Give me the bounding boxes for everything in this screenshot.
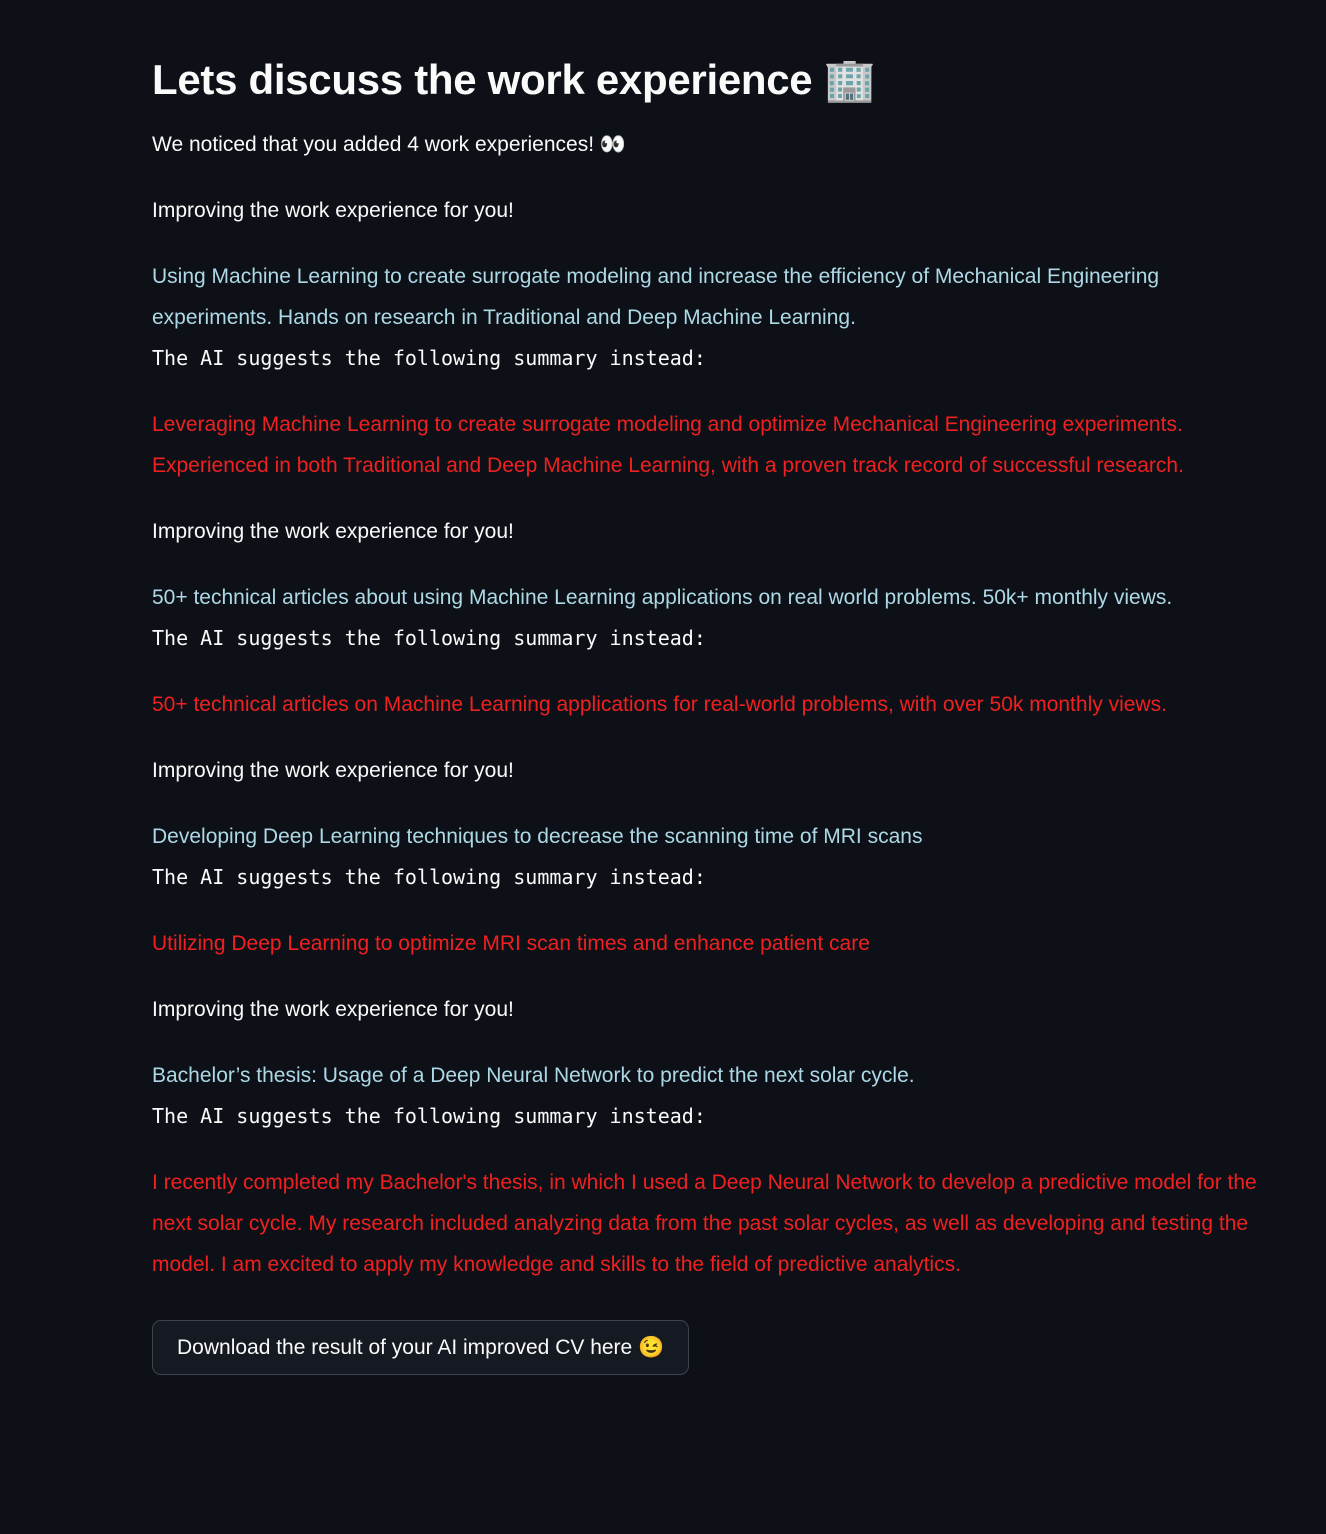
original-summary: 50+ technical articles about using Machine Learning applications on real world problems. 50k+ monthly views. [152, 586, 1173, 609]
original-summary: Developing Deep Learning techniques to decrease the scanning time of MRI scans [152, 825, 923, 848]
improving-label: Improving the work experience for you! [152, 520, 514, 543]
work-experience-section-4 [152, 989, 1266, 1285]
work-experience-section-1 [152, 190, 1266, 486]
intro-text: We noticed that you added 4 work experiences! 👀 [152, 133, 627, 156]
suggested-summary: Utilizing Deep Learning to optimize MRI scan times and enhance patient care [152, 932, 870, 955]
work-experience-section-2 [152, 511, 1266, 725]
work-experience-section-3 [152, 750, 1266, 964]
improving-label: Improving the work experience for you! [152, 199, 514, 222]
suggested-summary: I recently completed my Bachelor's thesis, in which I used a Deep Neural Network to develop a predictive model for the next solar cycle. My research included analyzing data from the past solar cycles, as well as developing and testing the model. I am excited to apply my knowledge and skills to the field of predictive analytics. [152, 1171, 1257, 1276]
ai-suggests-label: The AI suggests the following summary instead: [152, 1104, 706, 1128]
ai-suggests-label: The AI suggests the following summary instead: [152, 346, 706, 370]
original-summary: Using Machine Learning to create surrogate modeling and increase the efficiency of Mechanical Engineering experiments. Hands on research in Traditional and Deep Machine Learning. [152, 265, 1160, 329]
ai-suggests-label: The AI suggests the following summary instead: [152, 865, 706, 889]
ai-suggests-label: The AI suggests the following summary instead: [152, 626, 706, 650]
download-cv-button[interactable]: Download the result of your AI improved CV here 😉 [152, 1320, 689, 1375]
improving-label: Improving the work experience for you! [152, 998, 514, 1021]
suggested-summary: Leveraging Machine Learning to create surrogate modeling and optimize Mechanical Engineering experiments. Experienced in both Traditional and Deep Machine Learning, with a proven track record of successful research. [152, 413, 1184, 477]
suggested-summary: 50+ technical articles on Machine Learning applications for real-world problems, with over 50k monthly views. [152, 693, 1167, 716]
improving-label: Improving the work experience for you! [152, 759, 514, 782]
original-summary: Bachelor’s thesis: Usage of a Deep Neural Network to predict the next solar cycle. [152, 1064, 915, 1087]
page-title: Lets discuss the work experience 🏢 [152, 56, 876, 103]
